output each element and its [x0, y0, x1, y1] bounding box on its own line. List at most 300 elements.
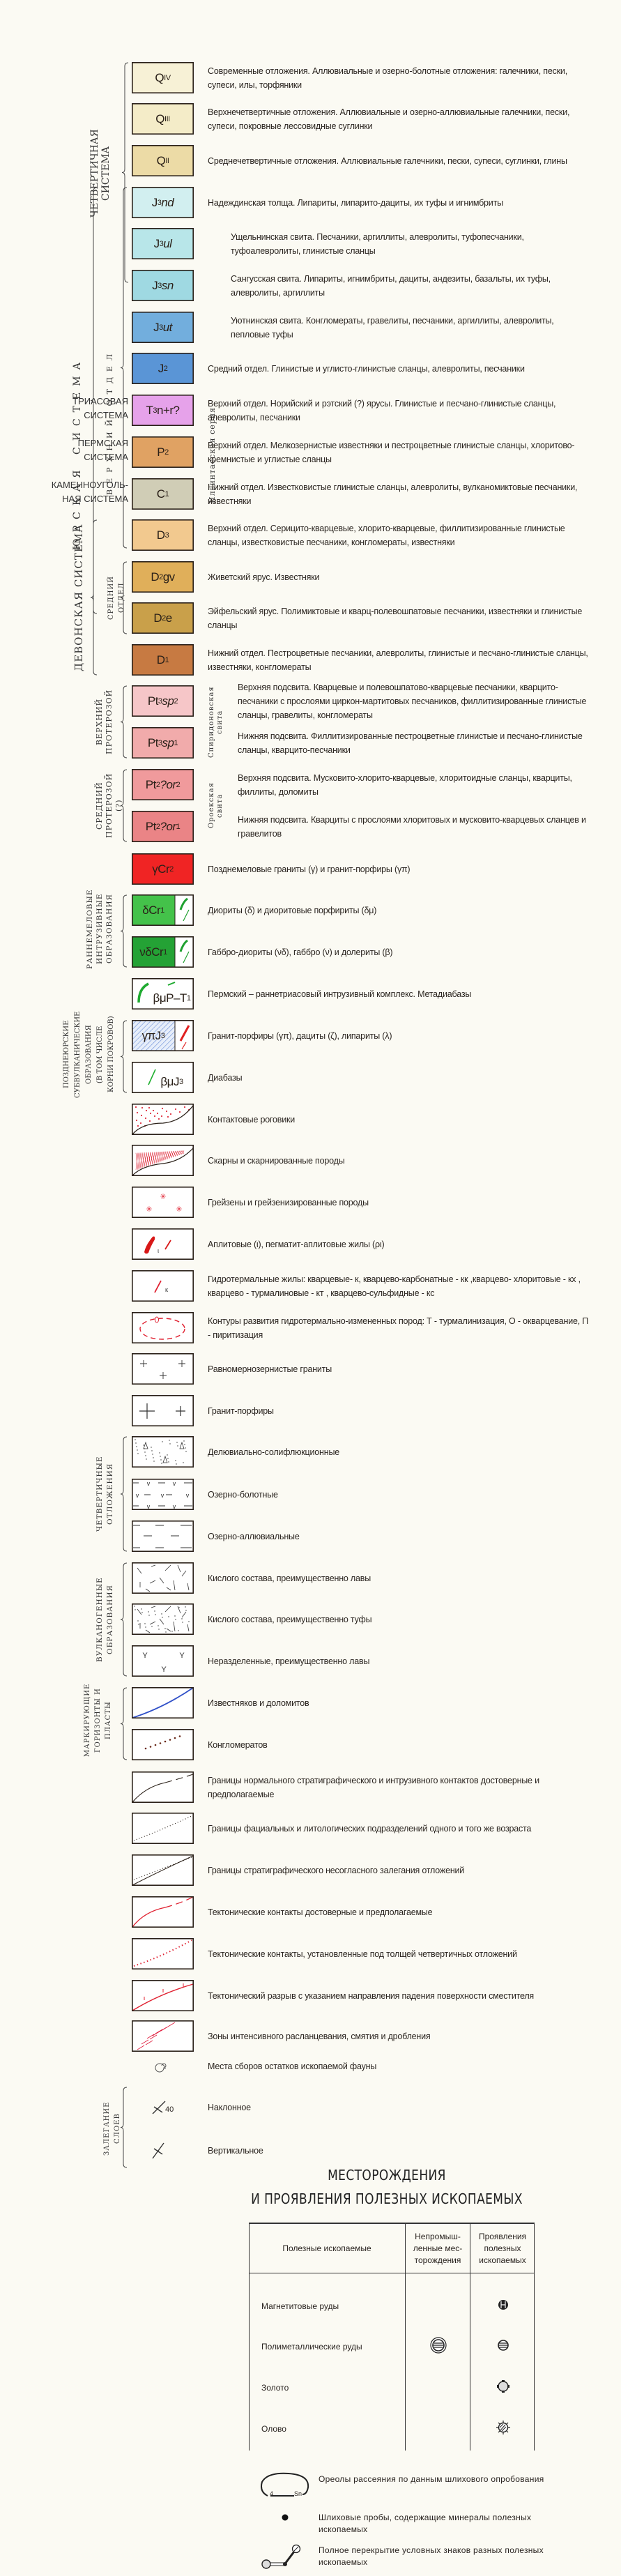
symbol-part: D — [156, 528, 165, 542]
legend-description — [208, 1645, 592, 1677]
group-middle-proterozoic: СРЕДНИЙ ПРОТЕРОЗОЙ (?) — [95, 772, 123, 839]
deposit-cell — [406, 2336, 470, 2357]
symbol-part: 3 — [158, 281, 162, 290]
brace — [120, 1562, 128, 1677]
legend-text: Делювиально-солифлюкционные — [208, 1447, 339, 1457]
legend-description — [231, 312, 592, 343]
legend-swatch — [132, 1645, 194, 1677]
overlap-symbol-icon — [258, 2542, 314, 2573]
legend-item — [0, 978, 621, 1009]
legend-text: Среднечетвертичные отложения. Аллювиальные галечники, пески, супеси, суглинки, глины — [208, 155, 567, 166]
table-row — [249, 2377, 535, 2398]
legend-item — [0, 103, 621, 135]
legend-swatch — [132, 894, 194, 926]
group-spiridonov-suite: Спиридоновская свита — [208, 686, 224, 758]
deposit-cell — [406, 2296, 470, 2317]
legend-text: Верхняя подсвита. Кварцевые и полевошпатово-кварцевые песчаники, кварцито-песчаники с прослоями циркон-мартитовых песчаников, филлитизированные глинистые сланцы, гравелиты, конгломераты — [238, 682, 587, 720]
symbol-part: 3 — [160, 1031, 165, 1040]
legend-text: Средний отдел. Глинистые и углисто-глинистые сланцы, алевролиты, песчаники — [208, 363, 525, 374]
legend-item — [0, 1562, 621, 1594]
polymetal-deposit-icon — [430, 2337, 447, 2357]
group-carboniferous-system: КАМЕННОУГОЛЬ- НАЯ СИСТЕМА — [51, 480, 128, 504]
deposit-cell — [406, 2418, 470, 2439]
legend-swatch — [132, 1980, 194, 2011]
legend-description — [208, 1521, 592, 1552]
symbol-part: J — [153, 236, 160, 250]
legend-swatch — [132, 1479, 194, 1510]
legend-item — [0, 853, 621, 885]
svg-text:v: v — [146, 1503, 151, 1510]
legend-text: Верхний отдел. Мелкозернистые известняки и пестроцветные глинистые сланцы, хлоритово-кремнистые и углистые сланцы — [208, 440, 575, 464]
legend-description — [208, 1813, 592, 1844]
legend-text: Грейзены и грейзенизированные породы — [208, 1197, 369, 1207]
symbol-part: 1 — [160, 906, 164, 915]
legend-swatch — [132, 187, 194, 218]
legend-description — [208, 145, 592, 176]
legend-item — [0, 1645, 621, 1677]
legend-swatch — [132, 1771, 194, 1803]
symbol-part: 3 — [178, 1077, 183, 1086]
legend-description — [208, 1771, 592, 1803]
legend-text: Нижний отдел. Известковистые глинистые сланцы, алевролиты, вулканомиктовые песчаники, известняки — [208, 482, 578, 506]
legend-description — [208, 894, 592, 926]
mineral-name: Олово — [261, 2424, 286, 2434]
header-deposits-label: Непромыш- ленные мес- торождения — [413, 2231, 463, 2265]
svg-text:v: v — [185, 1492, 190, 1499]
legend-item — [0, 1479, 621, 1510]
legend-item — [0, 2050, 621, 2082]
svg-text:✳: ✳ — [146, 1205, 153, 1214]
svg-text:v: v — [160, 1492, 164, 1499]
legend-text: Гидротермальные жилы: кварцевые- к, кварцево-карбонатные - кк ,кварцево- хлоритовые - кх , кварцево - турмалиновые - кт , кварцево-сульфидные - кс — [208, 1274, 581, 1298]
symbol-part: ul — [163, 236, 172, 250]
group-marker-horizons: МАРКИРУЮЩИЕ ГОРИЗОНТЫ И ПЛАСТЫ — [84, 1683, 112, 1758]
symbol-part: J — [152, 278, 158, 292]
symbol-part: 2 — [164, 448, 169, 457]
symbol-part: 2 — [174, 696, 178, 706]
symbol-part: n+r? — [157, 403, 180, 417]
symbol-part: 3 — [158, 738, 162, 747]
legend-swatch — [132, 561, 194, 593]
legend-text: Контуры развития гидротермально-измененных пород: Т - турмалинизация, О - окварцевание, П - пиритизация — [208, 1316, 589, 1340]
deposit-cell — [406, 2377, 470, 2398]
legend-swatch — [132, 1687, 194, 1718]
legend-swatch — [132, 1521, 194, 1552]
legend-item — [0, 936, 621, 968]
legend-text: Вертикальное — [208, 2145, 263, 2156]
symbol-part: 1 — [186, 993, 191, 1003]
symbol-part: 3 — [158, 696, 162, 706]
legend-description — [208, 1687, 592, 1718]
legend-text: Зоны интенсивного расланцевания, смятия и дробления — [208, 2031, 431, 2041]
legend-description — [231, 270, 592, 301]
symbol-part: δCr — [142, 903, 161, 917]
symbol-part: 2 — [176, 780, 181, 789]
occurrence-cell — [470, 2296, 535, 2317]
legend-swatch — [132, 519, 194, 551]
group-upper-division-jurassic: ВЕРХНИЙ ОТДЕЛ — [105, 348, 114, 496]
legend-swatch — [132, 103, 194, 135]
svg-text:к: к — [165, 1286, 168, 1293]
brace — [120, 894, 128, 968]
legend-text: Уютнинская свита. Конгломераты, гравелиты, песчаники, аргиллиты, алевролиты, пепловые туфы — [231, 315, 554, 340]
symbol-part: 1 — [163, 947, 167, 957]
legend-description — [208, 936, 592, 968]
legend-item — [0, 1187, 621, 1218]
legend-swatch — [132, 1353, 194, 1385]
legend-swatch — [132, 602, 194, 634]
legend-swatch — [132, 936, 194, 968]
legend-description — [208, 436, 592, 468]
legend-item — [0, 2020, 621, 2052]
legend-description — [208, 478, 592, 510]
legend-swatch — [132, 270, 194, 301]
occurrence-cell — [470, 2336, 535, 2357]
symbol-part: Pt — [145, 819, 156, 833]
legend-description — [238, 682, 592, 720]
legend-text: Нижняя подсвита. Кварциты с прослоями хлоритовых и мусковито-кварцевых сланцев и гравелитов — [238, 814, 586, 839]
legend-text: Озерно-болотные — [208, 1489, 278, 1500]
legend-description — [208, 395, 592, 426]
symbol-part: νδCr — [139, 945, 164, 959]
symbol-part: J — [153, 320, 160, 334]
legend-text: Нижний отдел. Пестроцветные песчаники, алевролиты, глинистые и песчано-глинистые сланцы, известняки, конгломераты — [208, 648, 588, 672]
legend-swatch — [132, 1020, 194, 1051]
svg-text:v: v — [172, 1503, 176, 1510]
legend-text: Диориты (δ) и диоритовые порфириты (δμ) — [208, 905, 377, 915]
legend-description — [208, 644, 592, 676]
group-devonian-system: ДЕВОНСКАЯ СИСТЕМА — [72, 524, 85, 672]
legend-description — [208, 353, 592, 384]
symbol-part: T — [146, 403, 153, 417]
legend-description — [208, 1020, 592, 1051]
legend-text: Кислого состава, преимущественно туфы — [208, 1614, 372, 1624]
table-row — [249, 2336, 535, 2357]
legend-item — [0, 1603, 621, 1635]
legend-text: Пермский – раннетриасовый интрузивный комплекс. Метадиабазы — [208, 989, 472, 999]
legend-swatch — [132, 1562, 194, 1594]
legend-description — [208, 2091, 592, 2123]
header-minerals — [249, 2224, 405, 2273]
symbol-part: 1 — [174, 738, 178, 747]
legend-description — [208, 978, 592, 1009]
legend-description — [208, 1436, 592, 1468]
legend-item — [0, 1312, 621, 1343]
symbol-part: nd — [161, 195, 174, 209]
legend-text: Надеждинская толща. Липариты, липарито-дациты, их туфы и игнимбриты — [208, 197, 503, 208]
legend-text: Верхнечетвертичные отложения. Аллювиальные и озерно-аллювиальные галечники, пески, супеси, покровные лессовидные суглинки — [208, 107, 570, 131]
legend-text: Верхний отдел. Серицито-кварцевые, хлорито-кварцевые, филлитизированные глинистые сланцы, известковистые песчаники, конгломераты, известняки — [208, 523, 565, 547]
symbol-part: 3 — [164, 531, 169, 540]
brace — [120, 1020, 128, 1093]
group-quaternary-deposits: ЧЕТВЕРТИЧНЫЕ ОТЛОЖЕНИЯ — [95, 1456, 114, 1532]
legend-item — [0, 1729, 621, 1760]
legend-swatch — [132, 436, 194, 468]
legend-text: Границы стратиграфического несогласного залегания отложений — [208, 1865, 465, 1875]
legend-text: Эйфельский ярус. Полимиктовые и кварц-полевошпатовые песчаники, известняки и глинистые сланцы — [208, 606, 583, 630]
symbol-part: D — [156, 653, 165, 666]
legend-item — [0, 1395, 621, 1426]
svg-text:ι: ι — [158, 1247, 159, 1254]
legend-description — [208, 1145, 592, 1176]
legend-description — [208, 1062, 592, 1093]
legend-description — [208, 2135, 592, 2166]
symbol-part: 2 — [169, 864, 174, 874]
legend-swatch — [132, 1729, 194, 1760]
symbol-part: 1 — [164, 655, 169, 664]
legend-item — [0, 1145, 621, 1176]
legend-item — [0, 1270, 621, 1302]
legend-description — [208, 1938, 592, 1969]
group-bedding: ЗАЛЕГАНИЕ СЛОЕВ — [103, 2101, 121, 2156]
legend-swatch — [132, 1270, 194, 1302]
legend-text: Равномернозернистые граниты — [208, 1364, 332, 1374]
legend-description — [208, 1104, 592, 1135]
svg-text:v: v — [135, 1492, 139, 1499]
group-volcanogenic: ВУЛКАНОГЕННЫЕ ОБРАЗОВАНИЯ — [95, 1577, 114, 1663]
legend-item — [0, 811, 621, 842]
legend-swatch — [132, 727, 194, 759]
legend-description — [208, 1228, 592, 1260]
dispersion-halo-icon — [258, 2471, 314, 2501]
header-deposits — [406, 2224, 470, 2273]
mineral-name: Полиметаллические руды — [261, 2342, 362, 2352]
symbol-part: Q — [155, 112, 165, 125]
symbol-part: γπJ — [141, 1028, 161, 1042]
table-row — [249, 2296, 535, 2317]
legend-swatch — [132, 353, 194, 384]
legend-swatch — [132, 978, 194, 1009]
group-permian-system: ПЕРМСКАЯ СИСТЕМА — [77, 438, 128, 462]
symbol-part: J — [151, 195, 158, 209]
legend-item — [0, 769, 621, 800]
symbol-part: 3 — [157, 198, 162, 207]
legend-item — [0, 1687, 621, 1718]
symbol-part: Pt — [147, 694, 158, 708]
symbol-part: sp — [162, 736, 174, 749]
symbol-part: Q — [155, 70, 164, 84]
legend-item — [0, 2091, 621, 2123]
symbol-part: ?or — [160, 777, 176, 791]
symbol-part: e — [165, 611, 172, 625]
tin-icon — [495, 2419, 512, 2439]
legend-description — [208, 2050, 592, 2082]
brace — [120, 1687, 128, 1760]
note-text: Полное перекрытие условных знаков разных полезных ископаемых — [319, 2545, 544, 2567]
group-middle-division-devonian: СРЕДНИЙ ОТДЕЛ — [107, 576, 125, 620]
occurrence-cell — [470, 2377, 535, 2398]
legend-swatch — [132, 1854, 194, 1886]
symbol-part: 2 — [155, 780, 160, 789]
legend-description — [208, 853, 592, 885]
legend-text: Ущельнинская свита. Песчаники, аргиллиты, алевролиты, туфопесчаники, туфоалевролиты, глинистые сланцы — [231, 231, 524, 256]
symbol-part: gv — [162, 570, 175, 584]
deposits-title-line1: МЕСТОРОЖДЕНИЯ — [328, 2167, 446, 2183]
group-ilintas-series: Ильинтасская серия — [208, 406, 217, 503]
legend-description — [208, 561, 592, 593]
legend-swatch — [132, 1938, 194, 1969]
group-triassic-system: ТРИАСОВАЯ СИСТЕМА — [72, 396, 128, 420]
symbol-part: 2 — [159, 572, 163, 581]
legend-swatch — [132, 478, 194, 510]
legend-item — [0, 1938, 621, 1969]
legend-item — [0, 1813, 621, 1844]
svg-text:✳: ✳ — [176, 1205, 183, 1214]
legend-swatch — [132, 2020, 194, 2052]
brace — [120, 1436, 128, 1552]
legend-swatch — [132, 1187, 194, 1218]
legend-item — [0, 62, 621, 93]
legend-text: Тектонический разрыв с указанием направления падения поверхности сместителя — [208, 1990, 535, 2001]
legend-text: Места сборов остатков ископаемой фауны — [208, 2061, 377, 2071]
symbol-part: Pt — [147, 736, 158, 749]
legend-description — [208, 1312, 592, 1343]
symbol-part: D — [153, 611, 162, 625]
brace — [120, 187, 128, 549]
group-jurassic-system: ЮРСКАЯ СИСТЕМА — [72, 356, 83, 551]
legend-text: Тектонические контакты, установленные под толщей четвертичных отложений — [208, 1949, 517, 1959]
symbol-part: 3 — [159, 323, 163, 332]
legend-description — [208, 1603, 592, 1635]
symbol-part: 2 — [162, 613, 166, 623]
header-minerals-label: Полезные ископаемые — [282, 2243, 371, 2253]
legend-description — [231, 228, 592, 259]
halo-label: Sn — [294, 2490, 302, 2497]
symbol-part: 3 — [153, 406, 157, 415]
legend-swatch — [132, 62, 194, 93]
legend-text: Нижняя подсвита. Филлитизированные пестроцветные глинистые и песчано-глинистые сланцы, кварцито-песчаники — [238, 731, 583, 755]
legend-swatch — [132, 312, 194, 343]
legend-swatch — [132, 1228, 194, 1260]
header-occurrences — [470, 2224, 535, 2273]
legend-description — [208, 62, 592, 93]
legend-description — [208, 1187, 592, 1218]
svg-text:v: v — [146, 1480, 151, 1487]
legend-item — [0, 145, 621, 176]
legend-swatch — [132, 685, 194, 717]
table-row — [249, 2418, 535, 2439]
symbol-part: 2 — [155, 822, 160, 831]
legend-item — [0, 727, 621, 759]
legend-description — [208, 1854, 592, 1886]
legend-item — [0, 1896, 621, 1928]
legend-description — [238, 811, 592, 842]
symbol-part: βμP–T — [153, 991, 187, 1005]
legend-swatch — [132, 145, 194, 176]
legend-description — [208, 1980, 592, 2011]
legend-text: Кислого состава, преимущественно лавы — [208, 1573, 371, 1583]
symbol-part: ut — [162, 320, 172, 334]
symbol-part: 2 — [163, 364, 168, 373]
legend-swatch — [132, 644, 194, 676]
group-oroek-suite: Ороекская свита — [208, 782, 224, 829]
legend-text: Наклонное — [208, 2102, 251, 2112]
legend-swatch — [132, 853, 194, 885]
legend-text: Верхний отдел. Норийский и рэтский (?) ярусы. Глинистые и песчано-глинистые сланцы, алевролиты, песчаники — [208, 398, 556, 422]
symbol-part: βμJ — [160, 1074, 179, 1088]
group-early-cretaceous-intrusive: РАННЕМЕЛОВЫЕ ИНТРУЗИВНЫЕ ОБРАЗОВАНИЯ — [86, 889, 114, 969]
legend-text: Озерно-аллювиальные — [208, 1531, 300, 1541]
fossil-spiral-icon — [143, 2056, 185, 2077]
legend-text: Конгломератов — [208, 1739, 268, 1750]
legend-text: Скарны и скарнированные породы — [208, 1155, 345, 1166]
legend-text: Известняков и доломитов — [208, 1698, 309, 1708]
legend-text: Гранит-порфиры (γπ), дациты (ζ), липариты (λ) — [208, 1030, 392, 1041]
note-text: Ореолы рассеяния по данным шлихового опробования — [319, 2474, 544, 2484]
svg-text:Y: Y — [179, 1652, 185, 1660]
group-late-jurassic-subvolcanic: ПОЗДНЕЮРСКИЕ СУБВУЛКАНИЧЕСКИЕ ОБРАЗОВАНИЯ (В ТОМ ЧИСЛЕ КОРНИ ПОКРОВОВ) — [63, 1011, 115, 1098]
legend-description — [208, 1729, 592, 1760]
legend-swatch — [132, 1896, 194, 1928]
polymetal-icon — [495, 2337, 512, 2357]
sample-dot-icon — [258, 2509, 314, 2540]
magnetite-icon — [495, 2296, 512, 2317]
brace — [90, 519, 98, 676]
legend-description — [238, 769, 592, 800]
legend-swatch — [132, 1436, 194, 1468]
occurrence-cell — [470, 2418, 535, 2439]
legend-description — [208, 1270, 592, 1302]
legend-item — [0, 1436, 621, 1468]
legend-description — [208, 2020, 592, 2052]
legend-swatch — [132, 1395, 194, 1426]
legend-swatch — [132, 228, 194, 259]
legend-text: Контактовые роговики — [208, 1114, 296, 1125]
vertical-bedding-icon — [143, 2140, 185, 2161]
legend-item — [0, 894, 621, 926]
mineral-name: Магнетитовые руды — [261, 2301, 339, 2311]
legend-text: Верхняя подсвита. Мусковито-хлорито-кварцевые, хлоритоидные сланцы, кварциты, филлиты, доломиты — [238, 772, 572, 797]
symbol-part: Q — [156, 153, 166, 167]
legend-description — [208, 519, 592, 551]
deposits-table — [249, 2223, 535, 2451]
legend-item — [0, 1521, 621, 1552]
symbol-part: 1 — [164, 489, 169, 498]
brace — [120, 685, 128, 759]
header-occurrences-label: Проявления полезных ископаемых — [478, 2231, 527, 2265]
brace — [120, 769, 128, 842]
legend-text: Границы фациальных и литологических подразделений одного и того же возраста — [208, 1823, 532, 1834]
legend-swatch — [132, 811, 194, 842]
legend-swatch — [132, 1813, 194, 1844]
legend-text: Гранит-порфиры — [208, 1405, 274, 1416]
group-quaternary-system: ЧЕТВЕРТИЧНАЯ СИСТЕМА — [89, 129, 112, 218]
legend-text: Позднемеловые граниты (γ) и гранит-порфиры (γπ) — [208, 864, 411, 874]
symbol-part: P — [157, 445, 165, 459]
legend-text: Границы нормального стратиграфического и интрузивного контактов достоверные и предполагаемые — [208, 1775, 539, 1799]
mineral-name: Золото — [261, 2383, 289, 2393]
legend-swatch — [132, 1312, 194, 1343]
gold-icon — [495, 2378, 512, 2398]
legend-swatch — [132, 395, 194, 426]
legend-text: Живетский ярус. Известняки — [208, 572, 320, 582]
legend-item — [0, 1062, 621, 1093]
legend-description — [238, 727, 592, 759]
legend-description — [208, 1353, 592, 1385]
legend-item — [0, 1228, 621, 1260]
legend-text: Габбро-диориты (νδ), габбро (ν) и долериты (β) — [208, 947, 393, 957]
legend-description — [208, 187, 592, 218]
legend-description — [208, 103, 592, 135]
symbol-part: IV — [164, 73, 171, 82]
symbol-part: 1 — [176, 822, 181, 831]
symbol-part: D — [151, 570, 160, 584]
legend-item — [0, 682, 621, 720]
legend-item — [0, 1353, 621, 1385]
symbol-part: γCr — [152, 862, 170, 876]
svg-text:✳: ✳ — [160, 1193, 167, 1201]
legend-item — [0, 1854, 621, 1886]
